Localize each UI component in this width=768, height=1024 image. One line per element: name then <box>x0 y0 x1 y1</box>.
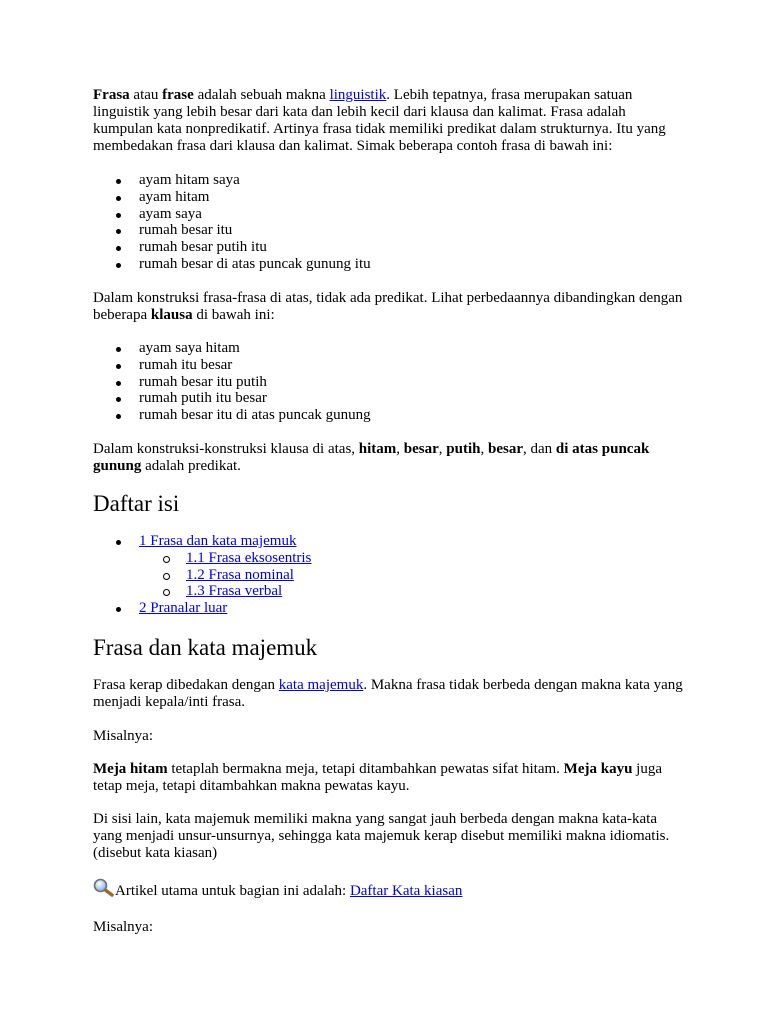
text: Dalam konstruksi-konstruksi klausa di atas, <box>93 441 359 457</box>
link-kata-majemuk[interactable]: kata majemuk <box>278 677 364 693</box>
main-article-note <box>115 883 462 900</box>
intro-paragraph <box>93 87 683 155</box>
toc-item-frasa-verbal <box>93 583 683 600</box>
term: di atas puncak gunung <box>93 441 650 474</box>
toc-link[interactable]: 1 Frasa dan kata majemuk <box>139 533 297 549</box>
magnifier-icon <box>93 878 115 898</box>
toc-link[interactable]: 1.3 Frasa verbal <box>186 583 283 600</box>
term: hitam <box>358 441 397 457</box>
toc-link[interactable]: 2 Pranalar luar <box>139 600 228 617</box>
term-meja-kayu: Meja kayu <box>563 761 633 777</box>
text: , dan <box>523 441 556 457</box>
text: atau <box>129 87 163 103</box>
link-linguistik[interactable]: linguistik <box>329 87 387 103</box>
term-frasa: Frasa <box>93 87 130 103</box>
text: , <box>396 441 404 457</box>
text: . Lebih tepatnya, frasa merupakan satuan linguistik yang lebih besar dari kata dan lebih kecil dari klausa dan kalimat. Frasa adalah kumpulan kata nonpredikatif. Artinya frasa tidak memiliki predikat dalam strukturnya. Itu yang membedakan frasa dari klausa dan kalimat. Simak beberapa contoh frasa di bawah ini: <box>93 87 666 154</box>
term-meja-hitam: Meja hitam <box>93 761 168 777</box>
text: . Makna frasa tidak berbeda dengan makna kata yang menjadi kepala/inti frasa. <box>93 677 683 710</box>
text: adalah sebuah makna <box>193 87 330 103</box>
toc-item-pranalar-luar <box>93 600 683 617</box>
klausa-example-list <box>93 340 683 424</box>
text: juga tetap meja, tetapi ditambahkan makna pewatas kayu. <box>93 761 662 794</box>
misalnya-label-2: Misalnya: <box>93 919 153 935</box>
idiomatis-paragraph: Di sisi lain, kata majemuk memiliki makna yang sangat jauh berbeda dengan makna kata-kata yang menjadi unsur-unsurnya, sehingga kata majemuk kerap disebut memiliki makna idiomatis. (disebut kata kiasan) <box>93 811 670 861</box>
kata-majemuk-paragraph <box>93 677 683 711</box>
text: Artikel utama untuk bagian ini adalah: <box>115 883 350 899</box>
text: , <box>480 441 488 457</box>
text: adalah predikat. <box>141 458 241 474</box>
list-item: rumah besar putih itu <box>93 239 683 256</box>
list-item: ayam hitam <box>93 189 683 206</box>
list-item: rumah besar itu putih <box>93 374 683 391</box>
list-item: ayam saya <box>93 206 683 223</box>
text: , <box>438 441 447 457</box>
term-frase: frase <box>162 87 194 103</box>
list-item: rumah putih itu besar <box>93 390 683 407</box>
toc-link[interactable]: 1.2 Frasa nominal <box>186 566 294 583</box>
term: putih <box>446 441 481 457</box>
meja-paragraph <box>93 761 683 795</box>
term: besar <box>488 441 523 457</box>
toc-link[interactable]: 1.1 Frasa eksosentris <box>186 549 312 566</box>
text: Frasa kerap dibedakan dengan <box>93 677 279 693</box>
list-item: rumah besar itu <box>93 222 683 239</box>
list-item: rumah besar di atas puncak gunung itu <box>93 256 683 273</box>
list-item: rumah itu besar <box>93 357 683 374</box>
text: tetaplah bermakna meja, tetapi ditambahkan pewatas sifat hitam. <box>167 761 564 777</box>
toc-heading: Daftar isi <box>93 491 180 516</box>
toc-item-frasa-eksosentris <box>93 550 683 567</box>
misalnya-label: Misalnya: <box>93 728 153 744</box>
term-klausa: klausa <box>150 307 193 323</box>
link-daftar-kata-kiasan[interactable]: Daftar Kata kiasan <box>349 883 463 899</box>
list-item: ayam saya hitam <box>93 340 683 357</box>
text: di bawah ini: <box>192 307 275 323</box>
term: besar <box>403 441 439 457</box>
toc-item-frasa-nominal <box>93 567 683 584</box>
list-item: ayam hitam saya <box>93 172 683 189</box>
klausa-intro-paragraph <box>93 290 683 324</box>
toc-item-frasa-dan-kata-majemuk <box>93 533 683 550</box>
text: Dalam konstruksi frasa-frasa di atas, tidak ada predikat. Lihat perbedaannya dibandingkan dengan beberapa <box>93 290 683 323</box>
section-heading: Frasa dan kata majemuk <box>93 635 318 660</box>
predikat-paragraph <box>93 441 683 475</box>
frasa-example-list <box>93 172 683 273</box>
table-of-contents <box>93 533 683 617</box>
list-item: rumah besar itu di atas puncak gunung <box>93 407 683 424</box>
